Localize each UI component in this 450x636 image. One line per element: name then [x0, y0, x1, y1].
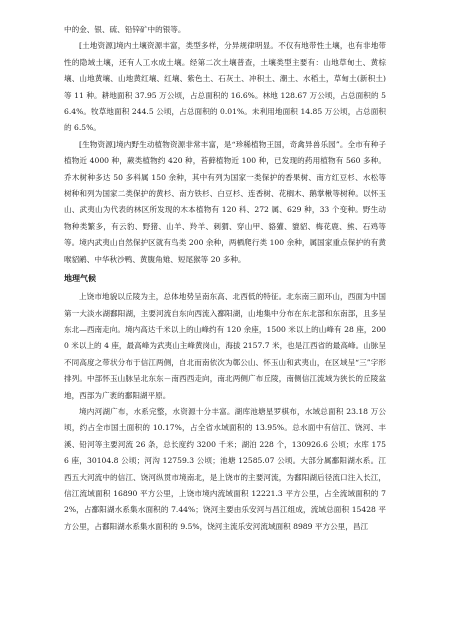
paragraph-biological-resources: [生物资源]境内野生动植物资源非常丰富，是“珍稀植物王国，奇禽异兽乐园”。全市有种子植物近 4000 种，蕨类植物约 420 种，苔藓植物近 100 种，已发现的药用植物有 560 多种。乔木树种多达 50 多科属 150 余种，其中有列为国家一类保护的香果树、南方红豆杉、水松等树种和列为国家二类保护的黄杉、南方铁杉、白豆杉、连香树、花榈木、鹅掌楸等树种。以怀玉山、武夷山为代表的林区所发现的木本植物有 120 科、272 属、629 种，33 个变种。野生动物种类繁多，有云豹、野猪、山羊、羚羊、刺猬、穿山甲、貉獾、貔貂、梅花鹿、熊、石鸡等等。境内武夷山自然保护区就有鸟类 200 余种，两栖爬行类 100 余种，属国家重点保护的有黄喉貂鹇、中华秋沙鸭、黄腹角雉、短尾猴等 20 多种。: [64, 139, 386, 264]
paragraph-landform: 上饶市地貌以丘陵为主，总体地势呈南东高、北西低的特征。北东南三面环山，西面为中国第一大淡水湖鄱阳湖，主要河流自东向西流入鄱阳湖，山地集中分布在东北部和东南部，且多呈东北—西南走向。境内高达千米以上的山峰约有 120 余座，1500 米以上的山峰有 28 座，2000 米以上的 4 座，最高峰为武夷山主峰黄岗山，海拔 2157.7 米，也是江西省的最高峰。山脉呈不同高度之带状分布于信江两侧，自北而南依次为鄣公山、怀玉山和武夷山，在区域呈“三”字形排列。中部怀玉山脉呈北东东－南西西走向，南北两侧广布丘陵，南侧信江流域为狭长的丘陵盆地，西部为广袤的鄱阳湖平原。: [64, 292, 386, 400]
paragraph-minerals-tail: 中的金、银、硫、铅锌矿中的银等。: [64, 25, 186, 34]
paragraph-rivers-lakes: 境内河湖广布，水系完整，水资源十分丰富。湖库池塘星罗棋布，水域总面积 23.18 万公顷，约占全市国土面积的 10.17%，占全省水域面积的 13.95%。总水面中有信江、饶河、丰溪、铅河等主要河流 26 条，总长度约 3200 千米；湖泊 228 个，130926.6 公顷；水库 1756 座，30104.8 公顷；河沟 12759.3 公顷；池塘 12585.07 公顷。大部分属鄱阳湖水系。江西五大河流中的信江、饶河纵贯市境南北，是上饶市的主要河流，为鄱阳湖后径流口注入长江，信江流域面积 16890 平方公里，上饶市境内流域面积 12221.3 平方公里，占全流域面积的 72%，占鄱阳湖水系集水面积的 7.44%；饶河主要由乐安河与昌江组成，流域总面积 15428 平方公里，占鄱阳湖水系集水面积的 9.5%，饶河主流乐安河流域面积 8989 平方公里，昌江: [64, 406, 386, 531]
paragraph-land-resources: [土地资源]境内土壤资源丰富，类型多样，分异规律明显。不仅有地带性土壤，也有非地带性的隐域土壤，还有人工水成土壤。经第二次土壤普查，土壤类型主要有：山地草甸土、黄棕壤、山地黄壤、山地黄红壤、红壤、紫色土、石灰土、冲积土、潮土、水稻土，草甸土(新积土)等 11 种。耕地面积 37.95 万公顷，占总面积的 16.6%。林地 128.67 万公顷，占总面积的 56.4%。牧草地面积 244.5 公顷，占总面积的 0.01%。未利用地面积 14.85 万公顷，占总面积的 6.5%。: [64, 41, 386, 133]
section-heading-geography-climate: 地理气候: [64, 274, 96, 284]
